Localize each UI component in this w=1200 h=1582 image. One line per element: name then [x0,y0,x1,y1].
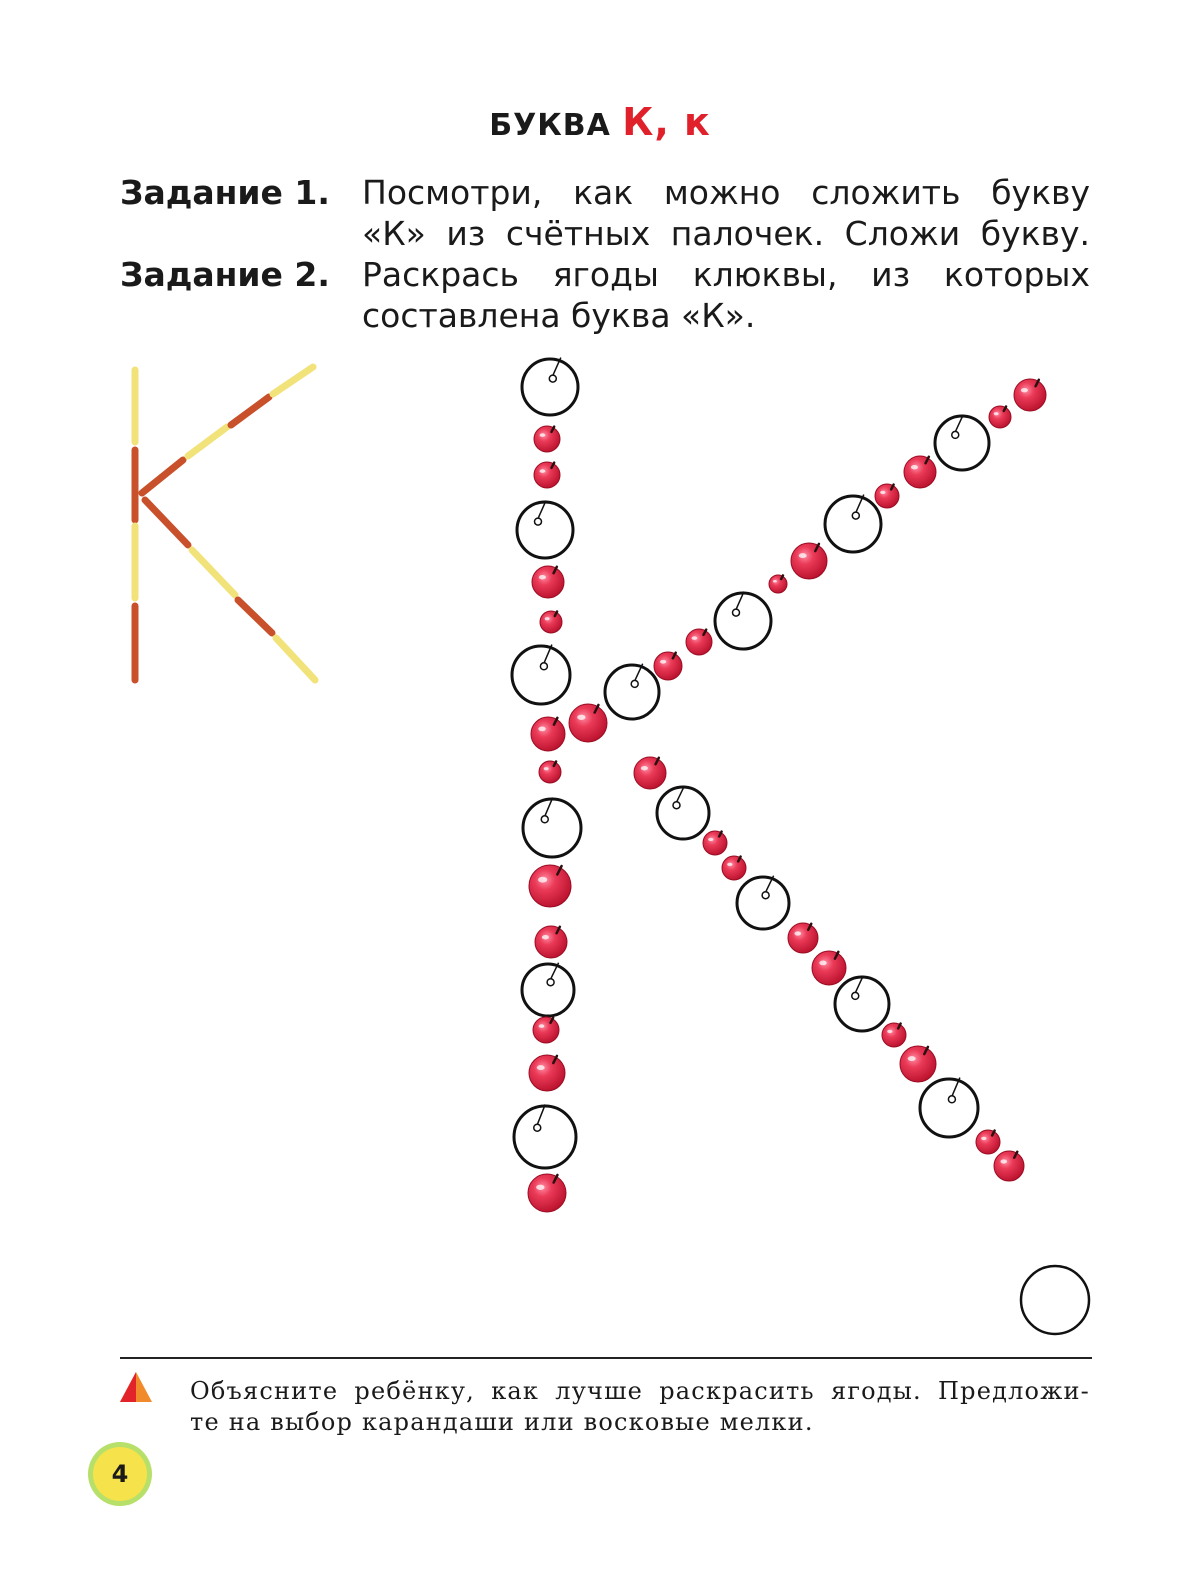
answer-circle[interactable] [1021,1266,1089,1334]
filled-cranberry [769,575,787,593]
filled-cranberry [791,543,827,579]
title-word: БУКВА [489,108,611,143]
filled-cranberry [634,757,666,789]
uncolored-cranberry[interactable] [737,876,789,929]
uncolored-cranberry[interactable] [920,1078,978,1137]
filled-cranberry [534,462,560,488]
filled-cranberry [882,1023,906,1047]
parent-note [190,1376,1090,1438]
uncolored-cranberry[interactable] [523,798,581,857]
filled-cranberry [703,831,727,855]
uncolored-cranberry[interactable] [517,501,573,558]
filled-cranberry [722,856,746,880]
filled-cranberry [531,717,565,751]
filled-cranberry [686,629,712,655]
filled-cranberry [534,426,560,452]
task-2-label: Задание 2. [120,255,330,294]
filled-cranberry [654,652,682,680]
filled-cranberry [533,1017,559,1043]
footer-divider [120,1357,1092,1359]
filled-cranberry [1014,379,1046,411]
filled-cranberry [900,1046,936,1082]
task-1-label: Задание 1. [120,173,330,212]
task-1-line-2: «К» из счётных палочек. Сложи букву. [362,214,1090,253]
page-number: 4 [111,1460,129,1488]
task-2-line-1: Раскрась ягоды клюквы, из которых [362,255,1090,294]
uncolored-cranberry[interactable] [522,963,574,1016]
filled-cranberry [788,923,818,953]
filled-cranberry [904,456,936,488]
filled-cranberry [812,951,846,985]
task-1-line-1: Посмотри, как можно сложить букву [362,173,1090,212]
filled-cranberry [532,566,564,598]
filled-cranberry [539,761,561,783]
filled-cranberry [529,1055,565,1091]
uncolored-cranberry[interactable] [657,786,709,839]
uncolored-cranberry[interactable] [514,1104,576,1168]
filled-cranberry [976,1130,1000,1154]
filled-cranberry [569,704,607,742]
filled-cranberry [528,1174,566,1212]
parent-note-line-1: Объясните ребёнку, как лучше раскрасить ягоды. Предложи- [190,1377,1090,1405]
title-letters: К, к [622,100,711,144]
uncolored-cranberry[interactable] [825,495,881,552]
warning-triangle-icon [118,1370,154,1404]
uncolored-cranberry[interactable] [522,358,578,415]
parent-note-line-2: те на выбор карандаши или восковые мелки. [190,1408,814,1436]
filled-cranberry [529,865,571,907]
task-2-line-2: составлена буква «К». [362,296,756,335]
filled-cranberry [875,484,899,508]
uncolored-cranberry[interactable] [715,592,771,649]
filled-cranberry [535,926,567,958]
filled-cranberry [540,611,562,633]
uncolored-cranberry[interactable] [512,645,570,704]
filled-cranberry [989,406,1011,428]
uncolored-cranberry[interactable] [835,976,889,1031]
uncolored-cranberry[interactable] [605,664,659,719]
filled-cranberry [994,1151,1024,1181]
uncolored-cranberry[interactable] [935,415,989,470]
